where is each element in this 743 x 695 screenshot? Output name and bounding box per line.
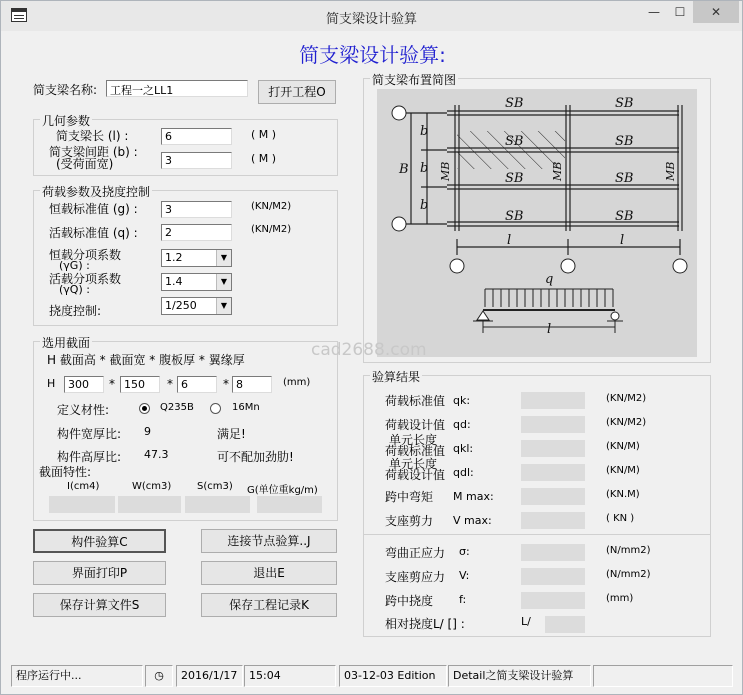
web-thickness-input[interactable]: 6 [177,376,217,393]
material-label: 定义材性: [57,403,110,417]
diagram-group-label: 简支梁布置简图 [372,73,457,87]
gamma-g-value: 1.2 [165,251,183,264]
prop-value-g [257,496,322,513]
chevron-down-icon[interactable]: ▼ [216,298,231,314]
flange-thickness-input[interactable]: 8 [232,376,272,393]
gamma-q-value: 1.4 [165,275,183,288]
prop-header-g: G(单位重kg/m) [247,485,318,496]
result-value [521,592,585,609]
length-input[interactable]: 6 [161,128,232,145]
divider [363,534,711,535]
result-value [521,464,585,481]
print-button[interactable]: 界面打印P [33,561,166,585]
prop-value-i [49,496,115,513]
section-unit: (mm) [283,377,311,388]
live-load-label: 活载标准值 (q) : [49,226,138,240]
section-formula: H 截面高 * 截面宽 * 腹板厚 * 翼缘厚 [47,353,245,367]
open-project-button[interactable]: 打开工程O [258,80,336,104]
live-load-unit: (KN/M2) [251,224,292,235]
dead-load-unit: (KN/M2) [251,201,292,212]
times-sign: * [109,377,115,391]
result-symbol: qkl: [453,442,474,455]
section-props-label: 截面特性: [39,465,92,479]
result-value [521,488,585,505]
result-unit: (KN.M) [606,489,640,500]
result-label: 跨中挠度 [385,594,434,608]
width-thickness-label: 构件宽厚比: [57,427,122,441]
minimize-button[interactable]: — [648,5,660,19]
result-unit: (mm) [606,593,634,604]
width-thickness-value: 9 [144,425,151,438]
result-label: 单元长度 [389,457,438,471]
label-q: q [545,272,554,287]
page-heading: 简支梁设计验算: [299,43,446,67]
label-l: l [547,322,552,337]
label-l: l [507,233,512,248]
status-date: 2016/1/17 [176,665,243,687]
joint-check-button[interactable]: 连接节点验算..J [201,529,337,553]
result-label: 单元长度 [389,433,438,447]
status-time: 15:04 [244,665,336,687]
watermark: cad2688.com [311,340,427,360]
16mn-radio[interactable] [210,403,221,414]
result-symbol: qdl: [453,466,474,479]
relative-deflection-value [545,616,585,633]
maximize-button[interactable]: ☐ [674,5,686,19]
label-l: l [620,233,625,248]
prop-value-s [185,496,250,513]
dead-load-label: 恒载标准值 (g) : [49,202,138,216]
result-unit: ( KN ) [606,513,635,524]
result-unit: (KN/M2) [606,393,647,404]
relative-deflection-sym: L/ [521,615,531,628]
height-thickness-result: 可不配加劲肋! [217,450,294,464]
result-symbol: V: [459,569,470,582]
result-unit: (N/mm2) [606,569,651,580]
length-unit: ( M ) [251,128,277,141]
deflection-value: 1/250 [165,299,197,312]
label-sb: SB [615,134,634,149]
label-big-b: B [399,162,409,177]
section-width-input[interactable]: 150 [120,376,160,393]
result-label: 荷载设计值 [385,418,446,432]
gamma-g-sublabel: (γG) : [59,259,90,272]
result-value [521,544,585,561]
result-label: 荷载设计值 [385,468,446,482]
result-unit: (KN/M2) [606,417,647,428]
prop-value-w [118,496,181,513]
result-value [521,568,585,585]
deflection-label: 挠度控制: [49,304,102,318]
result-value [521,392,585,409]
result-value [521,416,585,433]
label-mb: MB [551,161,564,181]
height-thickness-label: 构件高厚比: [57,450,122,464]
16mn-label: 16Mn [232,402,260,413]
section-height-input[interactable]: 300 [64,376,104,393]
result-label: 支座剪应力 [385,570,446,584]
load-group-label: 荷载参数及挠度控制 [42,185,151,199]
result-symbol: f: [459,593,467,606]
gamma-g-label: 恒载分项系数 [49,248,122,262]
prop-header-w: W(cm3) [132,481,172,492]
label-sb: SB [615,171,634,186]
result-value [521,512,585,529]
result-unit: (N/mm2) [606,545,651,556]
calc-button[interactable]: 构件验算C [33,529,166,553]
q235b-label: Q235B [160,402,194,413]
status-edition: 03-12-03 Edition [339,665,447,687]
chevron-down-icon[interactable]: ▼ [216,274,231,290]
label-mb: MB [439,161,452,181]
dead-load-input[interactable]: 3 [161,201,232,218]
save-project-button[interactable]: 保存工程记录K [201,593,337,617]
q235b-radio[interactable] [139,403,150,414]
spacing-label: 简支梁间距 (b) : [49,145,138,159]
deflection-select[interactable] [161,297,232,315]
beam-layout-diagram [377,89,697,357]
result-label: 支座剪力 [385,514,434,528]
live-load-input[interactable]: 2 [161,224,232,241]
result-label: 弯曲正应力 [385,546,446,560]
gamma-q-sublabel: (γQ) : [59,283,90,296]
gamma-q-label: 活载分项系数 [49,272,122,286]
result-label: 荷载标准值 [385,444,446,458]
geometry-group-label: 几何参数 [42,114,91,128]
window-title: 简支梁设计验算 [325,12,417,27]
h-label: H [47,377,56,390]
label-b: b [420,124,429,139]
result-label: 跨中弯矩 [385,490,434,504]
times-sign: * [167,377,173,391]
beam-name-input[interactable]: 工程一之LL1 [106,80,248,97]
result-label: 荷载标准值 [385,394,446,408]
chevron-down-icon[interactable]: ▼ [216,250,231,266]
results-group-label: 验算结果 [372,370,421,384]
status-text: 程序运行中... [11,665,143,687]
status-detail: Detail之简支梁设计验算 [448,665,591,687]
result-symbol: qk: [453,394,471,407]
gamma-q-select[interactable] [161,273,232,291]
label-sb: SB [615,96,634,111]
spacing-unit: ( M ) [251,152,277,165]
label-sb: SB [505,209,524,224]
length-label: 简支梁长 (l) : [56,129,129,143]
label-sb: SB [505,171,524,186]
gamma-g-select[interactable] [161,249,232,267]
result-symbol: σ: [459,545,470,558]
beam-name-label: 简支梁名称: [33,83,98,97]
relative-deflection-label: 相对挠度L/ [] : [385,617,465,631]
width-thickness-result: 满足! [217,427,246,441]
label-sb: SB [505,96,524,111]
prop-header-s: S(cm3) [197,481,233,492]
title-bar [1,1,742,31]
times-sign: * [223,377,229,391]
section-group-label: 选用截面 [42,336,91,350]
prop-header-i: I(cm4) [67,481,100,492]
result-unit: (KN/M) [606,441,640,452]
label-b: b [420,161,429,176]
label-sb: SB [615,209,634,224]
close-button[interactable]: ✕ [693,1,739,23]
result-value [521,440,585,457]
label-sb: SB [505,134,524,149]
height-thickness-value: 47.3 [144,448,169,461]
result-symbol: V max: [453,514,492,527]
result-symbol: M max: [453,490,494,503]
result-symbol: qd: [453,418,471,431]
clock-icon: ◷ [145,665,173,687]
label-mb: MB [664,161,677,181]
result-unit: (KN/M) [606,465,640,476]
spacing-sublabel: (受荷面宽) [56,157,114,171]
save-calc-button[interactable]: 保存计算文件S [33,593,166,617]
status-empty [593,665,733,687]
label-b: b [420,198,429,213]
exit-button[interactable]: 退出E [201,561,337,585]
spacing-input[interactable]: 3 [161,152,232,169]
